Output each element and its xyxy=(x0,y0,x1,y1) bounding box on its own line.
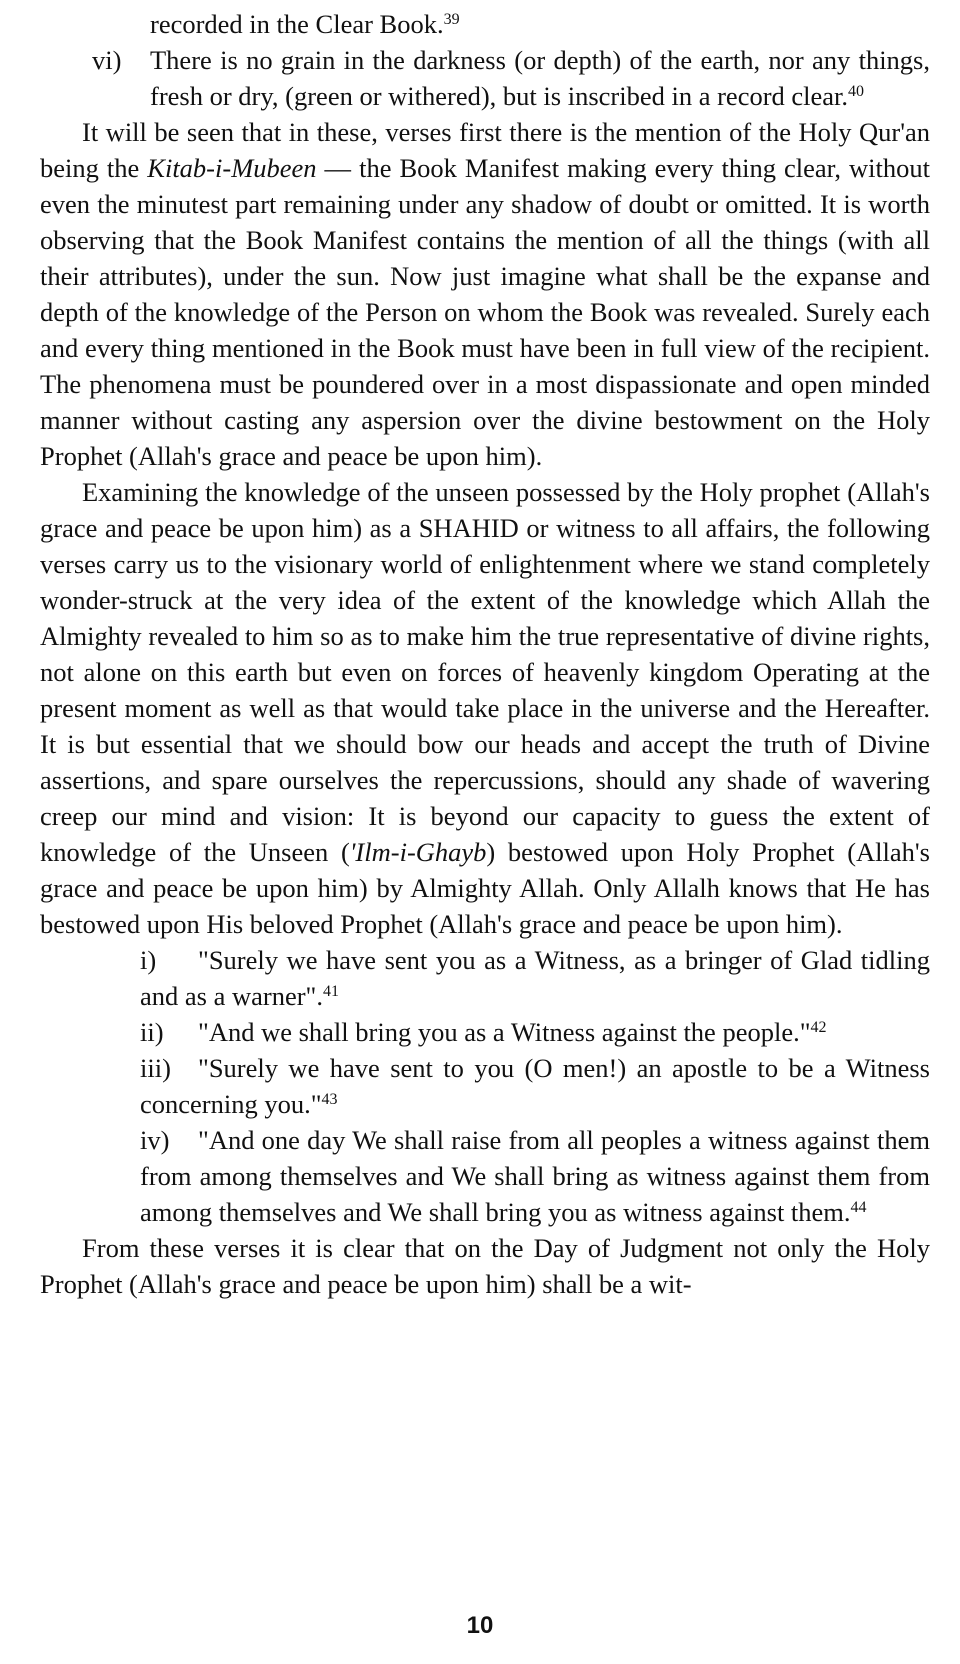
quote-item xyxy=(40,1014,930,1050)
footnote-ref: 44 xyxy=(850,1199,867,1216)
quote-text: "And one day We shall raise from all peoples a witness against them from among themselves and We shall bring as witness against them from among themselves and We shall bring you as witness against them. xyxy=(140,1125,930,1227)
quote-text: "And we shall bring you as a Witness against the people." xyxy=(198,1017,811,1047)
paragraph-text: — the Book Manifest making every thing clear, without even the minutest part remaining under any shadow of doubt or omitted. It is worth observing that the Book Manifest contains the mention of all the things (with all their attributes), under the sun. Now just imagine what shall be the expanse and depth of the knowledge of the Person on whom the Book was revealed. Surely each and every thing mentioned in the Book must have been in full view of the recipient. The phenomena must be poundered over in a most dispassionate and open minded manner without casting any aspersion over the divine bestowment on the Holy Prophet (Allah's grace and peace be upon him). xyxy=(40,153,930,471)
page-number: 10 xyxy=(466,1612,494,1639)
quote-item xyxy=(40,942,930,1014)
list-item-vi xyxy=(40,42,930,114)
paragraph-text: Examining the knowledge of the unseen possessed by the Holy prophet (Allah's grace and peace be upon him) as a SHAHID or witness to all affairs, the following verses carry us to the visionary world of enlightenment where we stand completely wonder-struck at the very idea of the extent of the knowledge which Allah the Almighty revealed to him so as to make him the true representative of divine rights, not alone on this earth but even on forces of heavenly kingdom Operating at the present moment as well as that would take place in the universe and the Hereafter. It is but essential that we should bow our heads and accept the truth of Divine assertions, and spare ourselves the repercussions, should any shade of wavering creep our mind and vision: It is beyond our capacity to guess the extent of knowledge of the Unseen ( xyxy=(40,477,930,867)
continued-line xyxy=(40,6,930,42)
footnote-ref: 41 xyxy=(322,983,339,1000)
quote-text: "Surely we have sent you as a Witness, as a bringer of Glad tidling and as a warner". xyxy=(140,945,930,1011)
paragraph-3 xyxy=(40,1230,930,1302)
paragraph-text: From these verses it is clear that on the Day of Judgment not only the Holy Prophet (Allah's grace and peace be upon him) shall be a wit- xyxy=(40,1233,930,1299)
italic-term: 'Ilm-i-Ghayb xyxy=(349,837,487,867)
list-number: vi) xyxy=(92,45,122,75)
list-number: ii) xyxy=(140,1017,164,1047)
list-item-text: There is no grain in the darkness (or depth) of the earth, nor any things, fresh or dry, (green or withered), but is inscribed in a record clear. xyxy=(150,45,930,111)
italic-term: Kitab-i-Mubeen xyxy=(147,153,317,183)
footnote-ref: 42 xyxy=(810,1019,827,1036)
footnote-ref: 43 xyxy=(321,1091,338,1108)
list-number: iii) xyxy=(140,1053,171,1083)
paragraph-text: ) bestowed upon Holy Prophet (Allah's grace and peace be upon him) by Almighty Allah. Only Allalh knows that He has bestowed upon His beloved Prophet (Allah's grace and peace be upon him). xyxy=(40,837,930,939)
continued-text: recorded in the Clear Book. xyxy=(150,9,444,39)
list-number: i) xyxy=(140,945,157,975)
paragraph-text: It will be seen that in these, verses first there is the mention of the Holy Qur'an being the xyxy=(40,117,930,183)
footnote-ref: 39 xyxy=(443,11,460,28)
page-body xyxy=(40,6,930,1302)
paragraph-2 xyxy=(40,474,930,942)
footnote-ref: 40 xyxy=(848,83,865,100)
quote-item xyxy=(40,1050,930,1122)
paragraph-1 xyxy=(40,114,930,474)
quote-text: "Surely we have sent to you (O men!) an apostle to be a Witness concerning you." xyxy=(140,1053,930,1119)
list-number: iv) xyxy=(140,1125,170,1155)
quote-item xyxy=(40,1122,930,1230)
